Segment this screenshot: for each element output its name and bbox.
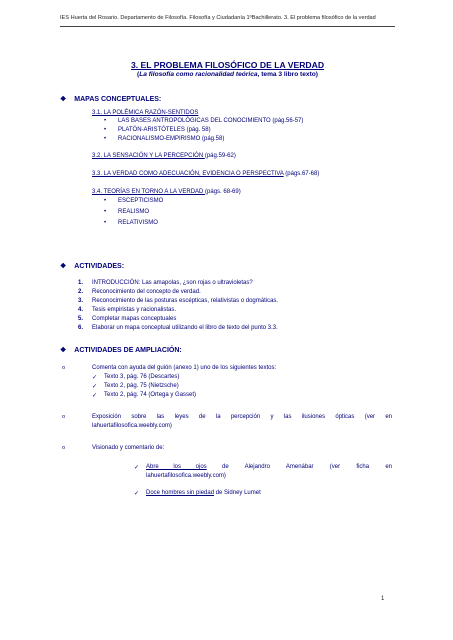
check-icon: ✓: [134, 464, 140, 471]
mapas-3-3-pages: (págs.67-68): [283, 171, 320, 177]
section-actividades-heading: [60, 262, 124, 270]
bullet-icon: •: [104, 209, 107, 215]
mapas-3-2-title: 3.2. LA SENSACIÓN Y LA PERCEPCIÓN: [92, 153, 205, 159]
subtitle-italic: La filosofía como racionalidad teórica: [139, 71, 258, 78]
subtitle-open: (: [136, 71, 140, 78]
bullet-icon: •: [104, 198, 107, 204]
activity-text: INTRODUCCIÓN: Las amapolas, ¿son rojas o ultravioletas?: [92, 280, 253, 286]
activity-text: Reconocimiento del concepto de verdad.: [92, 289, 201, 295]
ampliacion-text-option: Texto 3, pág. 76 (Descartes): [104, 374, 180, 380]
diamond-icon: ❖: [60, 263, 67, 270]
section-ampliacion-heading: [60, 346, 182, 354]
section-ampliacion-label: ACTIVIDADES DE AMPLIACIÓN:: [74, 346, 182, 354]
activity-text: Completar mapas conceptuales: [92, 316, 177, 322]
diamond-icon: ❖: [60, 96, 67, 103]
activity-number: 6.: [78, 325, 84, 331]
film-1-description-cont: lahuertafilosofica.weebly.com): [146, 473, 226, 479]
circle-bullet-icon: o: [62, 445, 66, 451]
bullet-icon: •: [104, 220, 107, 226]
bullet-icon: •: [104, 118, 107, 124]
activity-text: Tesis empiristas y racionalistas.: [92, 307, 177, 313]
film-title-abre-los-ojos: [146, 464, 207, 470]
page-number: 1: [381, 596, 385, 602]
check-icon: ✓: [134, 490, 140, 497]
mapas-section-3-3: [92, 171, 319, 177]
mapas-3-4-item: RELATIVISMO: [118, 220, 158, 226]
mapas-3-1-item: LAS BASES ANTROPOLÓGICAS DEL CONOCIMIENTO (pág.56-57): [118, 118, 304, 124]
film-1-description: de Alejandro Amenábar (ver ficha en: [222, 464, 392, 470]
page-header: IES Huerta del Rosario. Departamento de Filosofía. Filosofía y Ciudadanía 1ºBachillerato. 3. El problema filosófico de la verdad: [60, 15, 376, 21]
document-subtitle: [60, 71, 395, 78]
subtitle-rest: , tema 3 libro texto): [257, 71, 319, 78]
film-doce-hombres: [146, 490, 261, 496]
document-title: 3. EL PROBLEMA FILOSÓFICO DE LA VERDAD: [130, 60, 325, 70]
check-icon: ✓: [92, 392, 98, 399]
mapas-section-3-4: [92, 189, 241, 195]
diamond-icon: ❖: [60, 347, 67, 354]
activity-number: 4.: [78, 307, 84, 313]
mapas-3-4-pages: (págs. 68-69): [205, 189, 241, 195]
ampliacion-item-text-cont: lahuertafilosofica.weebly.com): [92, 423, 172, 429]
mapas-3-2-pages: (pág.59-62): [204, 153, 236, 159]
bullet-icon: •: [104, 136, 107, 142]
mapas-3-4-title: 3.4. TEORÍAS EN TORNO A LA VERDAD: [92, 189, 206, 195]
check-icon: ✓: [92, 383, 98, 390]
activity-text: Reconocimiento de las posturas escépticas, relativistas o dogmáticas.: [92, 298, 279, 304]
activity-number: 1.: [78, 280, 84, 286]
mapas-3-3-title: 3.3. LA VERDAD COMO ADECUACIÓN, EVIDENCIA O PERSPECTIVA: [92, 171, 284, 177]
section-actividades-label: ACTIVIDADES:: [74, 262, 125, 270]
film-1-title: Abre los ojos: [146, 464, 207, 470]
ampliacion-item-text: Visionado y comentario de:: [92, 445, 165, 451]
mapas-3-1-item: RACIONALISMO-EMPIRISMO (pág.58): [118, 136, 225, 142]
film-2-director: de Sidney Lumet: [214, 490, 261, 496]
mapas-section-3-1: 3.1. LA POLÉMICA RAZÓN-SENTIDOS: [92, 110, 199, 116]
circle-bullet-icon: o: [62, 414, 66, 420]
circle-bullet-icon: o: [62, 365, 66, 371]
mapas-3-1-item: PLATÓN-ARISTÓTELES (pág. 58): [118, 127, 211, 133]
ampliacion-item-text: Comenta con ayuda del guión (anexo 1) uno de los siguientes textos:: [92, 365, 277, 371]
activity-number: 2.: [78, 289, 84, 295]
bullet-icon: •: [104, 127, 107, 133]
section-mapas-label: MAPAS CONCEPTUALES:: [74, 95, 162, 103]
ampliacion-text-option: Texto 2, pág. 74 (Ortega y Gasset): [104, 392, 197, 398]
mapas-section-3-2: [92, 153, 236, 159]
mapas-3-4-item: REALISMO: [118, 209, 150, 215]
activity-text: Elaborar un mapa conceptual utilizando el libro de texto del punto 3.3.: [92, 325, 278, 331]
activity-number: 3.: [78, 298, 84, 304]
film-2-title: Doce hombres sin piedad: [146, 490, 215, 496]
section-mapas-heading: [60, 95, 161, 103]
ampliacion-text-option: Texto 2, pág. 75 (Nietzsche): [104, 383, 179, 389]
mapas-3-4-item: ESCEPTICISMO: [118, 198, 164, 204]
header-rule: [60, 26, 395, 27]
activity-number: 5.: [78, 316, 84, 322]
check-icon: ✓: [92, 374, 98, 381]
ampliacion-item-text: Exposición sobre las leyes de la percepción y las ilusiones ópticas (ver en: [92, 414, 392, 420]
